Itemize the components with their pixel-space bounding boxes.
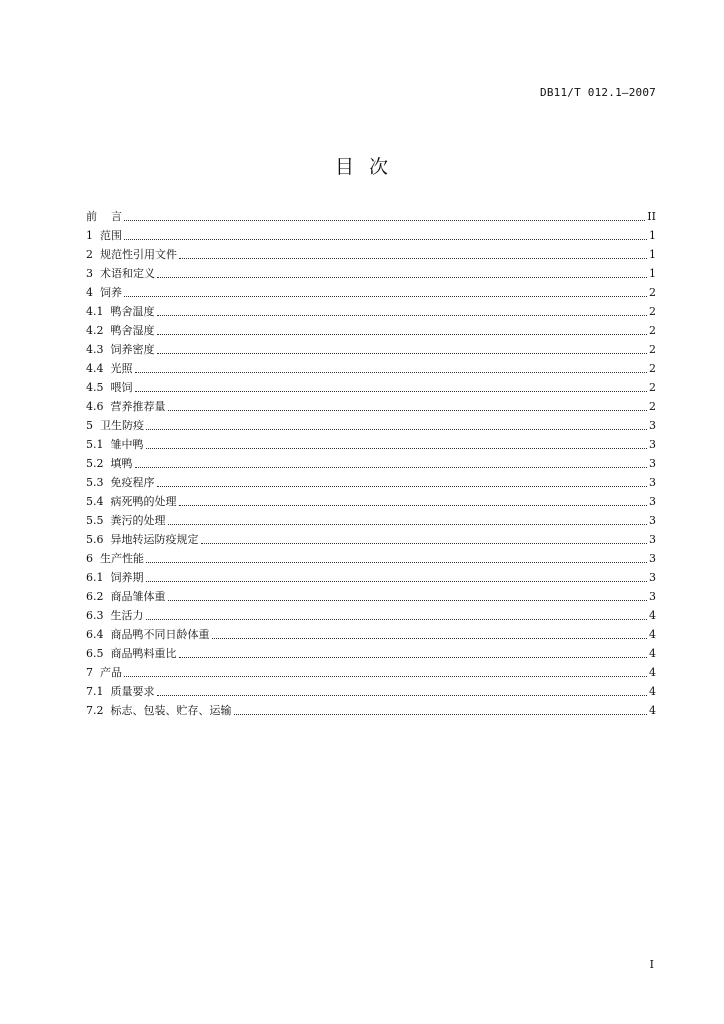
toc-entry[interactable] bbox=[86, 549, 656, 568]
toc-entry-page: 4 bbox=[649, 609, 656, 622]
toc-dot-leader bbox=[146, 448, 648, 449]
page-number: I bbox=[649, 958, 654, 971]
toc-dot-leader bbox=[201, 543, 648, 544]
toc-entry-label: 4.1 鸭舍温度 bbox=[86, 305, 155, 318]
toc-entry-label: 4 饲养 bbox=[86, 286, 122, 299]
toc-entry-label: 4.5 喂饲 bbox=[86, 381, 133, 394]
toc-entry-label: 6.4 商品鸭不同日龄体重 bbox=[86, 628, 210, 641]
toc-entry-page: 4 bbox=[649, 666, 656, 679]
toc-dot-leader bbox=[179, 657, 648, 658]
toc-entry-page: II bbox=[647, 210, 656, 223]
toc-entry-page: 2 bbox=[649, 324, 656, 337]
toc-entry-label: 1 范围 bbox=[86, 229, 122, 242]
toc-entry-label: 7.2 标志、包装、贮存、运输 bbox=[86, 704, 232, 717]
toc-entry[interactable] bbox=[86, 321, 656, 340]
toc-entry-page: 1 bbox=[649, 229, 656, 242]
toc-entry-page: 3 bbox=[649, 552, 656, 565]
toc-entry-label: 5.2 填鸭 bbox=[86, 457, 133, 470]
toc-entry-label: 5.1 雏中鸭 bbox=[86, 438, 144, 451]
toc-dot-leader bbox=[234, 714, 648, 715]
toc-entry-label: 5 卫生防疫 bbox=[86, 419, 144, 432]
toc-dot-leader bbox=[124, 220, 645, 221]
toc-entry[interactable] bbox=[86, 397, 656, 416]
toc-dot-leader bbox=[168, 600, 648, 601]
toc-entry-page: 2 bbox=[649, 400, 656, 413]
toc-dot-leader bbox=[146, 429, 647, 430]
toc-entry[interactable] bbox=[86, 245, 656, 264]
toc-entry-page: 3 bbox=[649, 571, 656, 584]
toc-entry-page: 2 bbox=[649, 305, 656, 318]
toc-dot-leader bbox=[157, 315, 648, 316]
toc-entry-label: 7.1 质量要求 bbox=[86, 685, 155, 698]
toc-dot-leader bbox=[157, 353, 648, 354]
toc-entry-label: 前 言 bbox=[86, 210, 122, 223]
toc-entry[interactable] bbox=[86, 359, 656, 378]
toc-entry-label: 3 术语和定义 bbox=[86, 267, 155, 280]
toc-entry[interactable] bbox=[86, 226, 656, 245]
toc-entry[interactable] bbox=[86, 340, 656, 359]
toc-dot-leader bbox=[146, 619, 648, 620]
toc-dot-leader bbox=[168, 410, 648, 411]
toc-entry-label: 5.4 病死鸭的处理 bbox=[86, 495, 177, 508]
toc-dot-leader bbox=[124, 676, 647, 677]
toc-entry-page: 2 bbox=[649, 343, 656, 356]
toc-entry-page: 3 bbox=[649, 514, 656, 527]
toc-entry-label: 7 产品 bbox=[86, 666, 122, 679]
toc-dot-leader bbox=[212, 638, 648, 639]
table-of-contents bbox=[86, 207, 656, 720]
toc-entry-label: 5.3 免疫程序 bbox=[86, 476, 155, 489]
toc-entry[interactable] bbox=[86, 435, 656, 454]
toc-entry-page: 1 bbox=[649, 248, 656, 261]
toc-entry-page: 4 bbox=[649, 647, 656, 660]
toc-entry-label: 5.6 异地转运防疫规定 bbox=[86, 533, 199, 546]
toc-dot-leader bbox=[135, 467, 648, 468]
toc-entry-label: 4.2 鸭舍湿度 bbox=[86, 324, 155, 337]
toc-dot-leader bbox=[135, 372, 648, 373]
toc-entry[interactable] bbox=[86, 378, 656, 397]
toc-dot-leader bbox=[146, 581, 648, 582]
toc-entry-page: 3 bbox=[649, 419, 656, 432]
toc-dot-leader bbox=[124, 239, 647, 240]
toc-entry[interactable] bbox=[86, 663, 656, 682]
toc-dot-leader bbox=[157, 486, 648, 487]
toc-dot-leader bbox=[124, 296, 647, 297]
toc-entry-page: 4 bbox=[649, 685, 656, 698]
toc-entry-page: 2 bbox=[649, 286, 656, 299]
toc-entry[interactable] bbox=[86, 416, 656, 435]
toc-entry[interactable] bbox=[86, 511, 656, 530]
toc-entry-page: 4 bbox=[649, 704, 656, 717]
toc-entry-label: 2 规范性引用文件 bbox=[86, 248, 177, 261]
toc-entry-label: 4.3 饲养密度 bbox=[86, 343, 155, 356]
toc-entry[interactable] bbox=[86, 568, 656, 587]
toc-entry-page: 2 bbox=[649, 381, 656, 394]
toc-dot-leader bbox=[146, 562, 647, 563]
toc-entry-label: 6.3 生活力 bbox=[86, 609, 144, 622]
toc-dot-leader bbox=[157, 695, 648, 696]
toc-title: 目 次 bbox=[334, 156, 390, 178]
toc-entry-label: 6.2 商品雏体重 bbox=[86, 590, 166, 603]
toc-entry-label: 4.6 营养推荐量 bbox=[86, 400, 166, 413]
toc-entry[interactable] bbox=[86, 473, 656, 492]
toc-entry-label: 6.1 饲养期 bbox=[86, 571, 144, 584]
toc-entry-page: 3 bbox=[649, 533, 656, 546]
toc-dot-leader bbox=[179, 258, 647, 259]
toc-entry-page: 4 bbox=[649, 628, 656, 641]
toc-entry[interactable] bbox=[86, 606, 656, 625]
toc-entry[interactable] bbox=[86, 207, 656, 226]
toc-entry[interactable] bbox=[86, 587, 656, 606]
toc-dot-leader bbox=[135, 391, 648, 392]
toc-entry-page: 3 bbox=[649, 495, 656, 508]
toc-entry-page: 3 bbox=[649, 457, 656, 470]
toc-entry[interactable] bbox=[86, 454, 656, 473]
toc-entry[interactable] bbox=[86, 264, 656, 283]
toc-entry-label: 4.4 光照 bbox=[86, 362, 133, 375]
toc-entry-page: 3 bbox=[649, 438, 656, 451]
toc-entry[interactable] bbox=[86, 625, 656, 644]
toc-dot-leader bbox=[157, 334, 648, 335]
toc-entry[interactable] bbox=[86, 302, 656, 321]
toc-entry-page: 2 bbox=[649, 362, 656, 375]
toc-dot-leader bbox=[157, 277, 647, 278]
toc-entry[interactable] bbox=[86, 644, 656, 663]
toc-entry-label: 6 生产性能 bbox=[86, 552, 144, 565]
toc-entry[interactable] bbox=[86, 283, 656, 302]
document-code: DB11/T 012.1—2007 bbox=[540, 86, 656, 99]
toc-dot-leader bbox=[168, 524, 648, 525]
toc-entry-label: 5.5 粪污的处理 bbox=[86, 514, 166, 527]
toc-dot-leader bbox=[179, 505, 648, 506]
toc-entry[interactable] bbox=[86, 682, 656, 701]
toc-entry-page: 3 bbox=[649, 590, 656, 603]
toc-entry-page: 3 bbox=[649, 476, 656, 489]
toc-entry-label: 6.5 商品鸭料重比 bbox=[86, 647, 177, 660]
toc-entry-page: 1 bbox=[649, 267, 656, 280]
toc-entry[interactable] bbox=[86, 701, 656, 720]
toc-entry[interactable] bbox=[86, 492, 656, 511]
toc-entry[interactable] bbox=[86, 530, 656, 549]
